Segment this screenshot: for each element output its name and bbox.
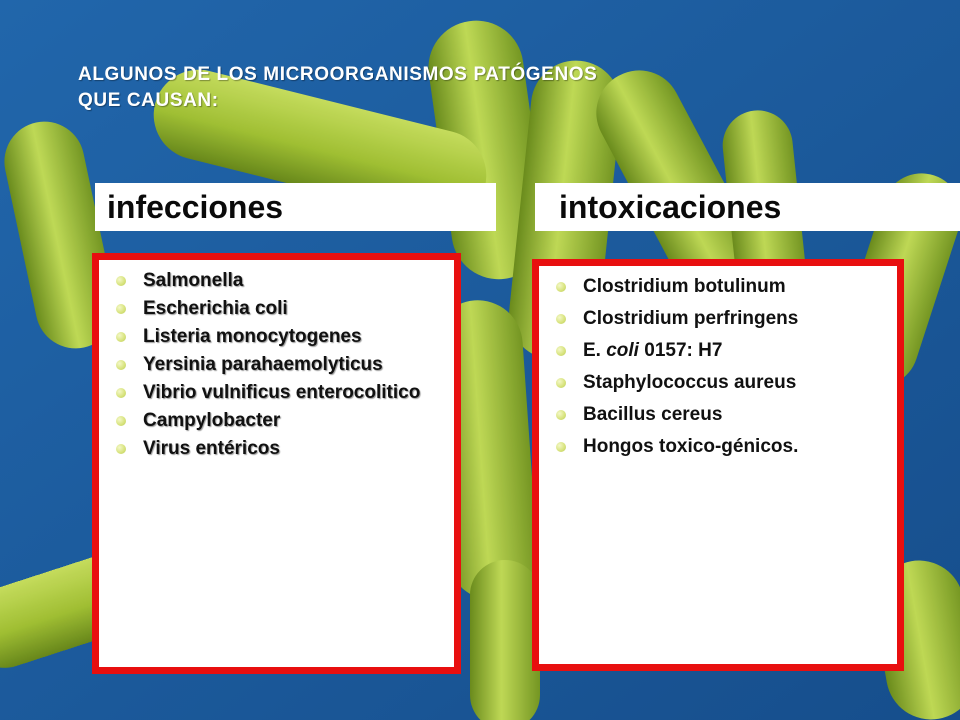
- bullet-icon: [116, 332, 126, 342]
- list-item: Bacillus cereus: [583, 404, 889, 425]
- intoxicaciones-list: [539, 266, 897, 457]
- infecciones-list: [99, 260, 454, 459]
- bullet-icon: [556, 314, 566, 324]
- slide-title: [78, 62, 838, 114]
- list-item: Campylobacter: [143, 410, 446, 431]
- bullet-icon: [116, 304, 126, 314]
- bullet-icon: [116, 360, 126, 370]
- bullet-icon: [116, 388, 126, 398]
- bullet-icon: [556, 410, 566, 420]
- bullet-icon: [556, 442, 566, 452]
- intoxicaciones-list-box: [532, 259, 904, 671]
- list-item: Clostridium perfringens: [583, 308, 889, 329]
- infecciones-heading: infecciones: [95, 183, 496, 231]
- list-item: Virus entéricos: [143, 438, 446, 459]
- list-item: Clostridium botulinum: [583, 276, 889, 297]
- bullet-icon: [556, 346, 566, 356]
- list-item: Salmonella: [143, 270, 446, 291]
- bullet-icon: [556, 378, 566, 388]
- list-item: Listeria monocytogenes: [143, 326, 446, 347]
- intoxicaciones-heading: intoxicaciones: [535, 183, 960, 231]
- bullet-icon: [556, 282, 566, 292]
- list-item: Vibrio vulnificus enterocolitico: [143, 382, 446, 403]
- list-item: E. coli 0157: H7: [583, 340, 889, 361]
- list-item: Yersinia parahaemolyticus: [143, 354, 446, 375]
- list-item: Hongos toxico-génicos.: [583, 436, 889, 457]
- list-item: Escherichia coli: [143, 298, 446, 319]
- bullet-icon: [116, 416, 126, 426]
- list-item: Staphylococcus aureus: [583, 372, 889, 393]
- bullet-icon: [116, 276, 126, 286]
- slide-title-line-1: ALGUNOS DE LOS MICROORGANISMOS PATÓGENOS: [78, 64, 598, 85]
- bullet-icon: [116, 444, 126, 454]
- infecciones-list-box: [92, 253, 461, 674]
- slide-title-line-2: QUE CAUSAN:: [78, 90, 219, 111]
